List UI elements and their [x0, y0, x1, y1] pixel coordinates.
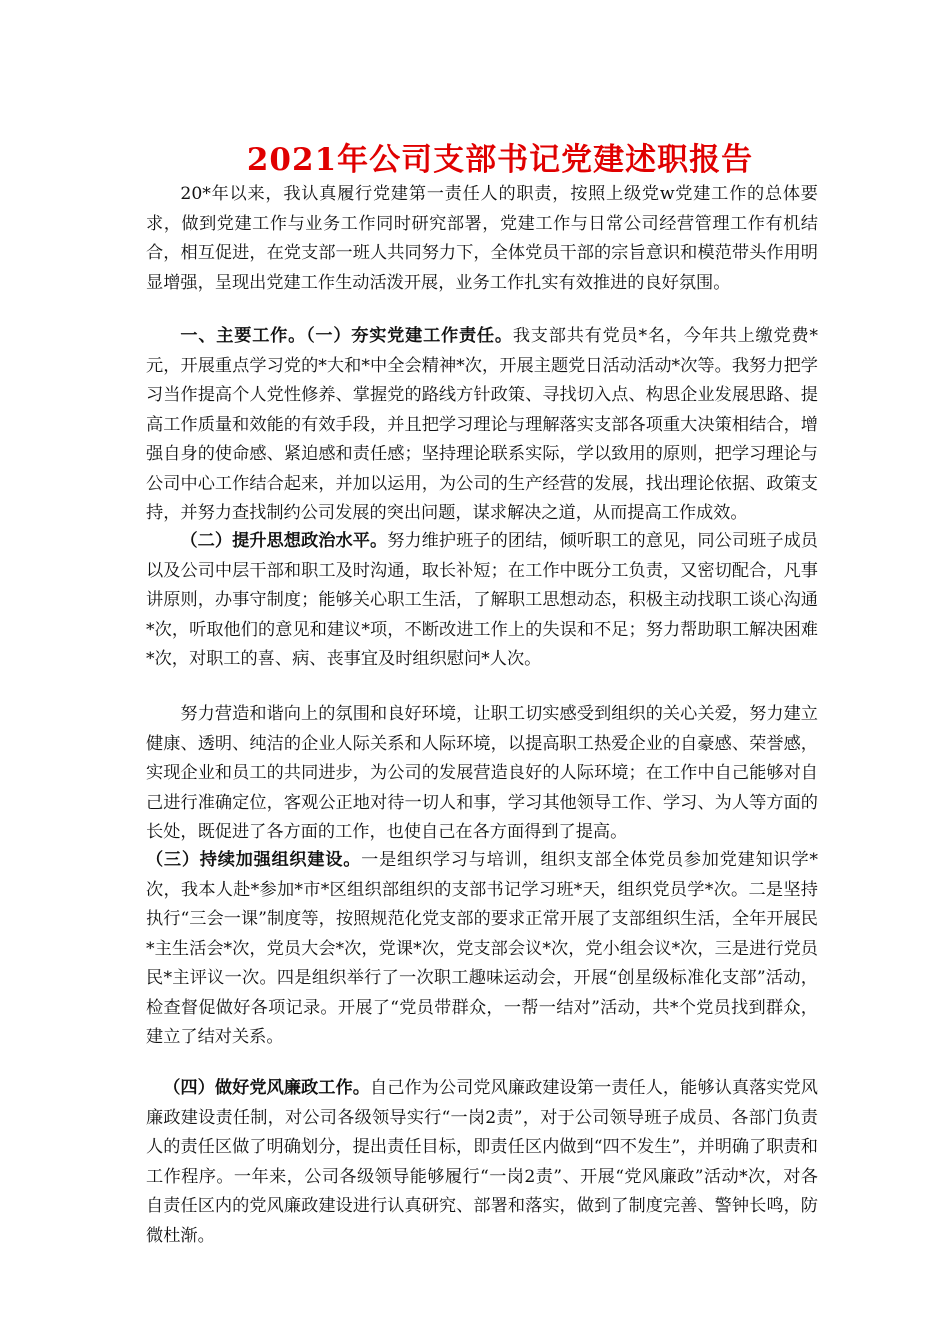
paragraph-text: 自己作为公司党风廉政建设第一责任人，能够认真落实党风廉政建设责任制，对公司各级领导实行“一岗2责”，对于公司领导班子成员、各部门负责人的责任区做了明确划分，提出责任目标，即责任区内做到“四不发生”，并明确了职责和工作程序。一年来，公司各级领导能够履行“一岗2责”、开展“党风廉政”活动*次，对各自责任区内的党风廉政建设进行认真研究、部署和落实，做到了制度完善、警钟长鸣，防微杜渐。	[146, 1078, 818, 1246]
document-title: 2021年公司支部书记党建述职报告	[246, 142, 754, 178]
paragraph-section-1	[146, 322, 818, 529]
paragraph-lead: （三）持续加强组织建设。	[146, 850, 362, 870]
paragraph-section-3	[146, 846, 818, 1053]
paragraph-lead: （四）做好党风廉政工作。	[163, 1078, 370, 1098]
paragraph-intro	[146, 180, 818, 298]
paragraph-text: 20*年以来，我认真履行党建第一责任人的职责，按照上级党w党建工作的总体要求，做到党建工作与业务工作同时研究部署，党建工作与日常公司经营管理工作有机结合，相互促进，在党支部一班人共同努力下，全体党员干部的宗旨意识和模范带头作用明显增强，呈现出党建工作生动活泼开展，业务工作扎实有效推进的良好氛围。	[146, 184, 818, 293]
paragraph-lead: （二）提升思想政治水平。	[180, 531, 388, 551]
paragraph-text: 努力维护班子的团结，倾听职工的意见，同公司班子成员以及公司中层干部和职工及时沟通，取长补短；在工作中既分工负责，又密切配合，凡事讲原则，办事守制度；能够关心职工生活，了解职工思想动态，积极主动找职工谈心沟通*次，听取他们的意见和建议*项，不断改进工作上的失误和不足；努力帮助职工解决困难*次，对职工的喜、病、丧事宜及时组织慰问*人次。	[146, 531, 818, 669]
paragraph-section-4	[146, 1074, 818, 1251]
paragraph-lead: 一、主要工作。（一）夯实党建工作责任。	[180, 326, 513, 346]
paragraph-text: 努力营造和谐向上的氛围和良好环境，让职工切实感受到组织的关心关爱，努力建立健康、透明、纯洁的企业人际关系和人际环境，以提高职工热爱企业的自豪感、荣誉感，实现企业和员工的共同进步，为公司的发展营造良好的人际环境；在工作中自己能够对自己进行准确定位，客观公正地对待一切人和事，学习其他领导工作、学习、为人等方面的长处，既促进了各方面的工作，也使自己在各方面得到了提高。	[146, 704, 818, 842]
paragraph-section-2	[146, 527, 818, 675]
paragraph-environment	[146, 700, 818, 848]
paragraph-text: 我支部共有党员*名，今年共上缴党费*元，开展重点学习党的*大和*中全会精神*次，开展主题党日活动活动*次等。我努力把学习当作提高个人党性修养、掌握党的路线方针政策、寻找切入点、构思企业发展思路、提高工作质量和效能的有效手段，并且把学习理论与理解落实支部各项重大决策相结合，增强自身的使命感、紧迫感和责任感；坚持理论联系实际，学以致用的原则，把学习理论与公司中心工作结合起来，并加以运用，为公司的生产经营的发展，找出理论依据、政策支持，并努力查找制约公司发展的突出问题，谋求解决之道，从而提高工作成效。	[146, 326, 818, 523]
paragraph-text: 一是组织学习与培训，组织支部全体党员参加党建知识学*次，我本人赴*参加*市*区组织部组织的支部书记学习班*天，组织党员学*次。二是坚持执行“三会一课”制度等，按照规范化党支部的要求正常开展了支部组织生活，全年开展民*主生活会*次，党员大会*次，党课*次，党支部会议*次，党小组会议*次，三是进行党员民*主评议一次。四是组织举行了一次职工趣味运动会，开展“创星级标准化支部”活动，检查督促做好各项记录。开展了“党员带群众，一帮一结对”活动，共*个党员找到群众，建立了结对关系。	[146, 850, 818, 1047]
